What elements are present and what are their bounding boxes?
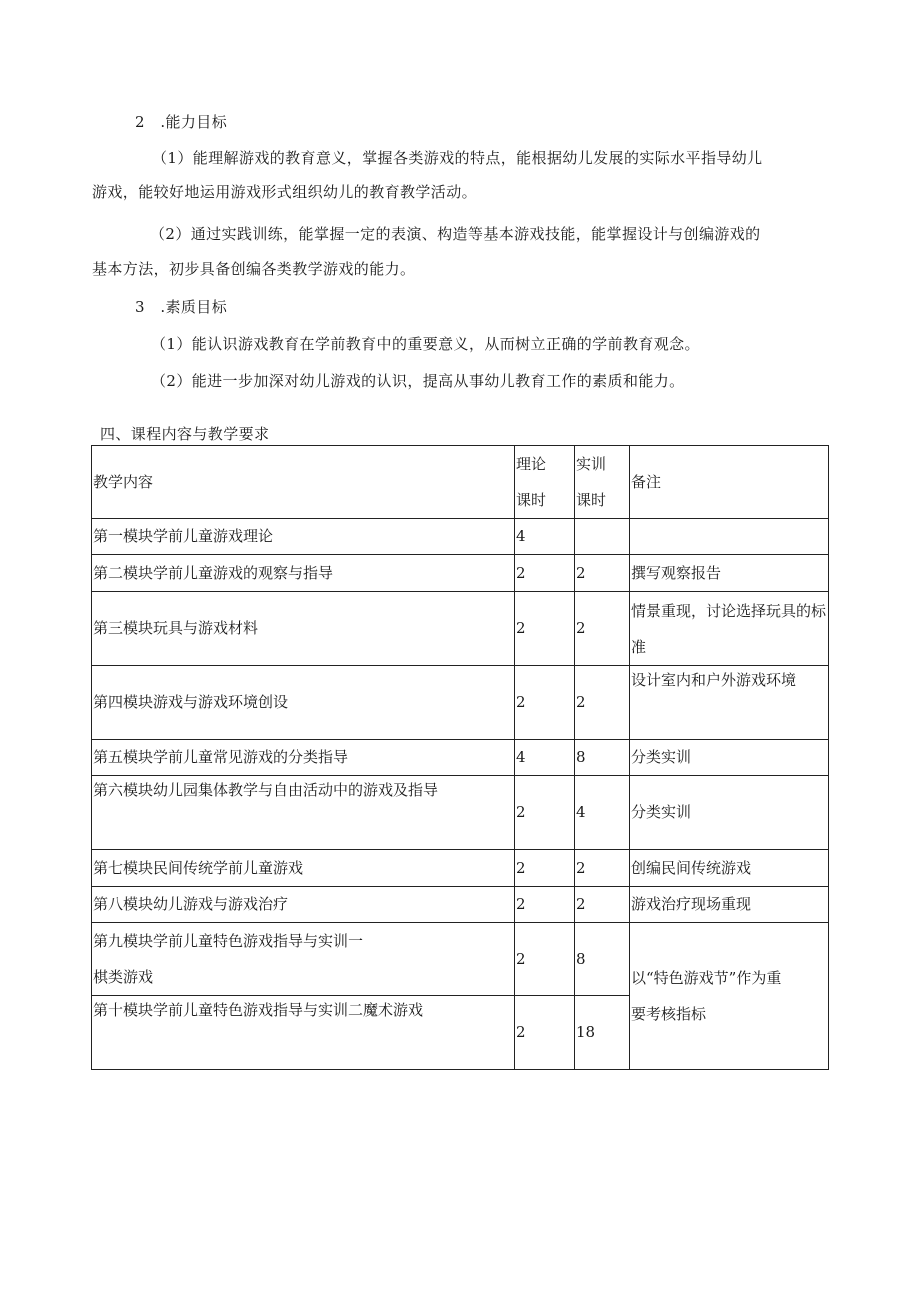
table-row [92,555,829,592]
row-content [92,923,515,996]
row-note: 设计室内和户外游戏环境 [630,666,829,740]
paragraph-ability-1-line2: 游戏，能较好地运用游戏形式组织幼儿的教育教学活动。 [92,183,478,201]
row-content: 第四模块游戏与游戏环境创设 [92,666,515,740]
paragraph-quality-heading: 3 .素质目标 [135,298,228,316]
course-table [91,445,829,1070]
table-row [92,740,829,776]
row-practice: 8 [575,740,630,776]
row-practice [575,519,630,555]
row-note: 创编民间传统游戏 [630,850,829,887]
merged-note-line1: 以“特色游戏节”作为重 [631,969,782,987]
header-theory-line1: 理论 [516,455,547,473]
row-theory: 2 [515,996,575,1070]
table-row [92,592,829,666]
row-note [630,519,829,555]
row-note: 分类实训 [630,740,829,776]
table-row [92,666,829,740]
section-title: 四、课程内容与教学要求 [100,425,270,443]
row-practice: 2 [575,592,630,666]
merged-note-line2: 要考核指标 [631,1005,707,1023]
row-content: 第一模块学前儿童游戏理论 [92,519,515,555]
merged-note [630,923,829,1070]
header-practice-line2: 课时 [576,491,607,509]
paragraph-ability-2-line1: （2）通过实践训练，能掌握一定的表演、构造等基本游戏技能，能掌握设计与创编游戏的 [150,225,761,243]
paragraph-quality-1: （1）能认识游戏教育在学前教育中的重要意义，从而树立正确的学前教育观念。 [151,335,700,353]
row-note: 撰写观察报告 [630,555,829,592]
row-theory: 2 [515,666,575,740]
row-practice: 2 [575,666,630,740]
table-row [92,776,829,850]
header-theory [515,446,575,519]
row-content-line2: 棋类游戏 [93,968,154,986]
row-practice: 2 [575,555,630,592]
paragraph-ability-1-line1: （1）能理解游戏的教育意义，掌握各类游戏的特点，能根据幼儿发展的实际水平指导幼儿 [152,149,763,167]
row-content: 第七模块民间传统学前儿童游戏 [92,850,515,887]
row-practice: 8 [575,923,630,996]
row-theory: 2 [515,850,575,887]
paragraph-quality-2: （2）能进一步加深对幼儿游戏的认识，提高从事幼儿教育工作的素质和能力。 [151,372,685,390]
row-practice: 2 [575,850,630,887]
header-content: 教学内容 [92,446,515,519]
table-row [92,519,829,555]
row-theory: 2 [515,923,575,996]
row-theory: 2 [515,555,575,592]
header-theory-line2: 课时 [516,491,547,509]
header-note: 备注 [630,446,829,519]
header-practice [575,446,630,519]
table-header-row [92,446,829,519]
row-content: 第八模块幼儿游戏与游戏治疗 [92,887,515,923]
row-note: 游戏治疗现场重现 [630,887,829,923]
row-theory: 2 [515,592,575,666]
paragraph-ability-heading: 2 .能力目标 [135,113,228,131]
row-theory: 4 [515,740,575,776]
row-content: 第五模块学前儿童常见游戏的分类指导 [92,740,515,776]
row-content-line1: 第九模块学前儿童特色游戏指导与实训一 [93,932,364,950]
row-practice: 18 [575,996,630,1070]
row-theory: 2 [515,887,575,923]
row-theory: 2 [515,776,575,850]
table-row [92,923,829,996]
row-content: 第二模块学前儿童游戏的观察与指导 [92,555,515,592]
header-practice-line1: 实训 [576,455,607,473]
row-theory: 4 [515,519,575,555]
row-note: 情景重现，讨论选择玩具的标准 [630,592,829,666]
table-row [92,887,829,923]
row-content: 第六模块幼儿园集体教学与自由活动中的游戏及指导 [92,776,515,850]
paragraph-ability-2-line2: 基本方法，初步具备创编各类教学游戏的能力。 [92,260,416,278]
row-practice: 2 [575,887,630,923]
row-content: 第三模块玩具与游戏材料 [92,592,515,666]
row-content: 第十模块学前儿童特色游戏指导与实训二魔术游戏 [92,996,515,1070]
table-row [92,850,829,887]
row-practice: 4 [575,776,630,850]
row-note: 分类实训 [630,776,829,850]
